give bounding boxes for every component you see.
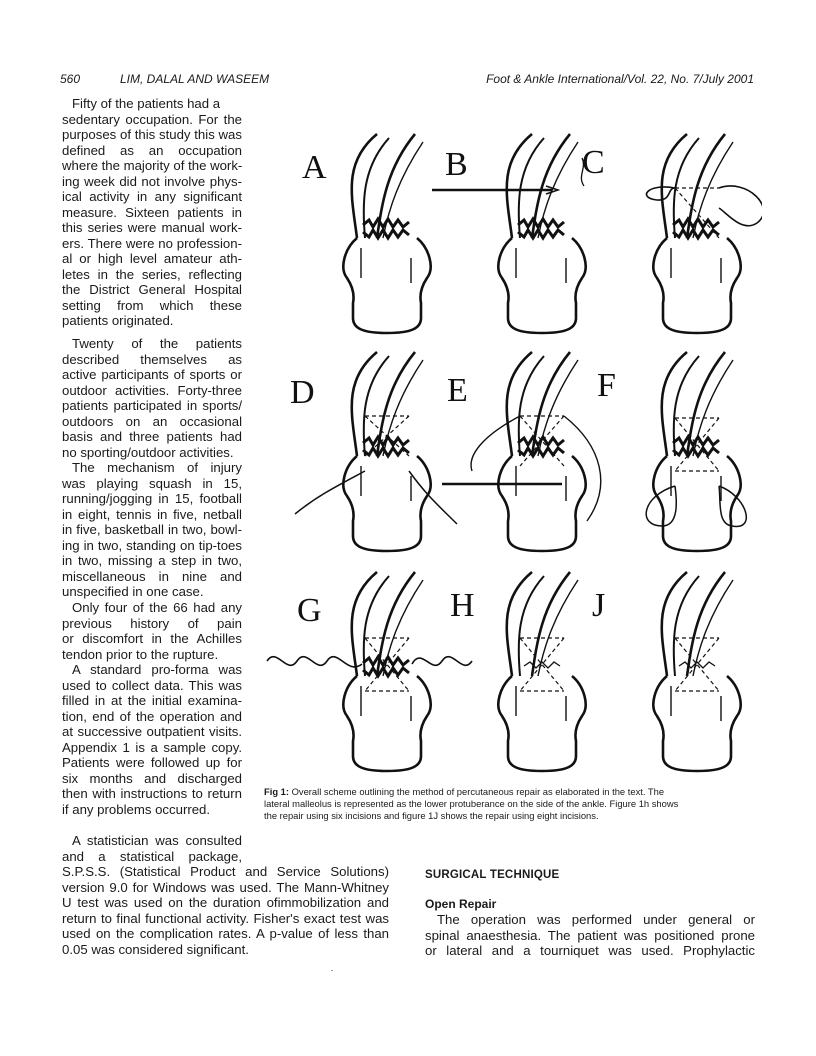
panel-d-drawing [295,352,457,551]
text-line: return to final functional activity. Fisher's exact test was [62,910,389,926]
text-line: miscellaneous in nine and [62,568,242,584]
text-line: Twenty of the patients [72,336,242,351]
text-line: Fifty of the patients had a [72,96,221,111]
subsection-heading: Open Repair [425,897,497,911]
text-line: ing in two, standing on tip-toes [62,537,242,553]
text-line: defined as an occupation [62,142,242,158]
text-line: where the majority of the work- [62,158,243,173]
text-line: or lateral and a tourniquet was used. Prophylactic [425,943,755,958]
text-line: in five, basketball in two, bowl- [62,522,242,537]
text-line: filled in at the initial examina- [62,693,242,708]
running-header [60,72,760,88]
panel-label-j: J [592,587,606,624]
text-line: outdoor activities. Forty-three [62,382,242,398]
text-line: and a statistical package, [62,848,242,864]
text-line: previous history of pain [62,615,242,631]
text-line: unspecified in one case. [62,584,204,599]
page-number: 560 [60,72,81,86]
figure-caption [264,786,754,822]
text-line: ers. There were no profession- [62,235,242,251]
paragraph-statistics-b [62,864,389,957]
text-line: letes in the series, reflecting [62,266,242,282]
text-line: The mechanism of injury [72,460,242,475]
text-line: in eight, tennis in five, netball [62,506,242,522]
panel-label-b: B [445,146,468,183]
text-line: no sporting/outdoor activities. [62,444,234,460]
caption-label: Fig 1: [264,786,289,797]
figure-1-repair-scheme [262,118,762,783]
paragraph-open-repair [425,912,755,959]
text-line: then with instructions to return [62,786,242,801]
paragraph-occupation [62,96,242,329]
paragraph-history [62,600,242,662]
text-line: purposes of this study this was [62,127,242,142]
scan-speck [331,970,333,971]
panel-h-drawing [498,572,585,771]
text-line: basis and three patients had [62,429,242,444]
section-heading: SURGICAL TECHNIQUE [425,869,560,881]
caption-text: Overall scheme outlining the method of percutaneous repair as elaborated in the text. The [291,786,665,797]
text-line: Appendix 1 is a sample copy. [62,739,242,755]
caption-text: the repair using six incisions and figure 1J shows the repair using eight incisions. [264,810,599,821]
text-line: Only four of the 66 had any [72,600,242,615]
text-line: version 9.0 for Windows was used. The Mann-Whitney [62,879,389,895]
text-line: measure. Sixteen patients in [62,204,242,220]
text-line: used on the complication rates. A p-value of less than [62,926,389,941]
panel-label-g: G [297,592,322,629]
text-line: ing week did not involve phys- [62,173,242,189]
text-line: 0.05 was considered significant. [62,941,249,957]
panel-c-drawing [647,134,762,333]
text-line: S.P.S.S. (Statistical Product and Service Solutions) [62,864,389,879]
text-line: patients participated in sports/ [62,398,242,413]
text-line: or discomfort in the Achilles [62,631,242,646]
text-line: al or high level amateur ath- [62,251,242,266]
panel-j-drawing [653,572,740,771]
paragraph-statistics-a [62,833,242,864]
panel-label-f: F [597,367,616,404]
text-line: active participants of sports or [62,367,242,382]
paragraph-sports [62,336,242,460]
text-line: Patients were followed up for [62,755,242,770]
panel-a-drawing [343,134,430,333]
journal-citation: Foot & Ankle International/Vol. 22, No. 7/July 2001 [486,72,754,86]
text-line: sedentary occupation. For the [62,111,242,127]
text-line: spinal anaesthesia. The patient was positioned prone [425,927,755,943]
panel-label-d: D [290,374,315,411]
text-line: setting from which these [62,297,242,313]
text-line: ical activity in any significant [62,189,242,204]
panel-f-drawing [646,352,746,551]
panel-label-a: A [302,149,327,186]
text-line: six months and discharged [62,770,242,786]
running-authors: LIM, DALAL AND WASEEM [120,72,270,86]
panel-label-e: E [447,372,468,409]
text-line: was playing squash in 15, [62,475,242,491]
text-line: running/jogging in 15, football [62,491,242,506]
text-line: patients originated. [62,313,174,328]
text-line: tendon prior to the rupture. [62,646,219,662]
text-line: at successive outpatient visits. [62,724,242,739]
text-line: used to collect data. This was [62,677,242,693]
text-line: tion, end of the operation and [62,708,242,724]
caption-text: lateral malleolus is represented as the lower protuberance on the side of the ankle. Figure 1h shows [264,798,679,809]
panel-label-c: C [582,144,605,181]
text-line: The operation was performed under general or [437,912,755,927]
text-line: described themselves as [62,351,242,367]
paragraph-data-collection [62,662,242,817]
text-line: in two, missing a step in two, [62,553,242,568]
panel-label-h: H [450,587,475,624]
text-line: the District General Hospital [62,282,242,297]
text-line: outdoors on an occasional [62,413,242,429]
text-line: A statistician was consulted [72,833,242,848]
text-line: this series were manual work- [62,220,242,235]
text-line: if any problems occurred. [62,801,211,817]
paragraph-mechanism [62,460,242,600]
text-line: A standard pro-forma was [72,662,242,677]
text-line: U test was used on the duration ofimmobilization and [62,895,389,910]
